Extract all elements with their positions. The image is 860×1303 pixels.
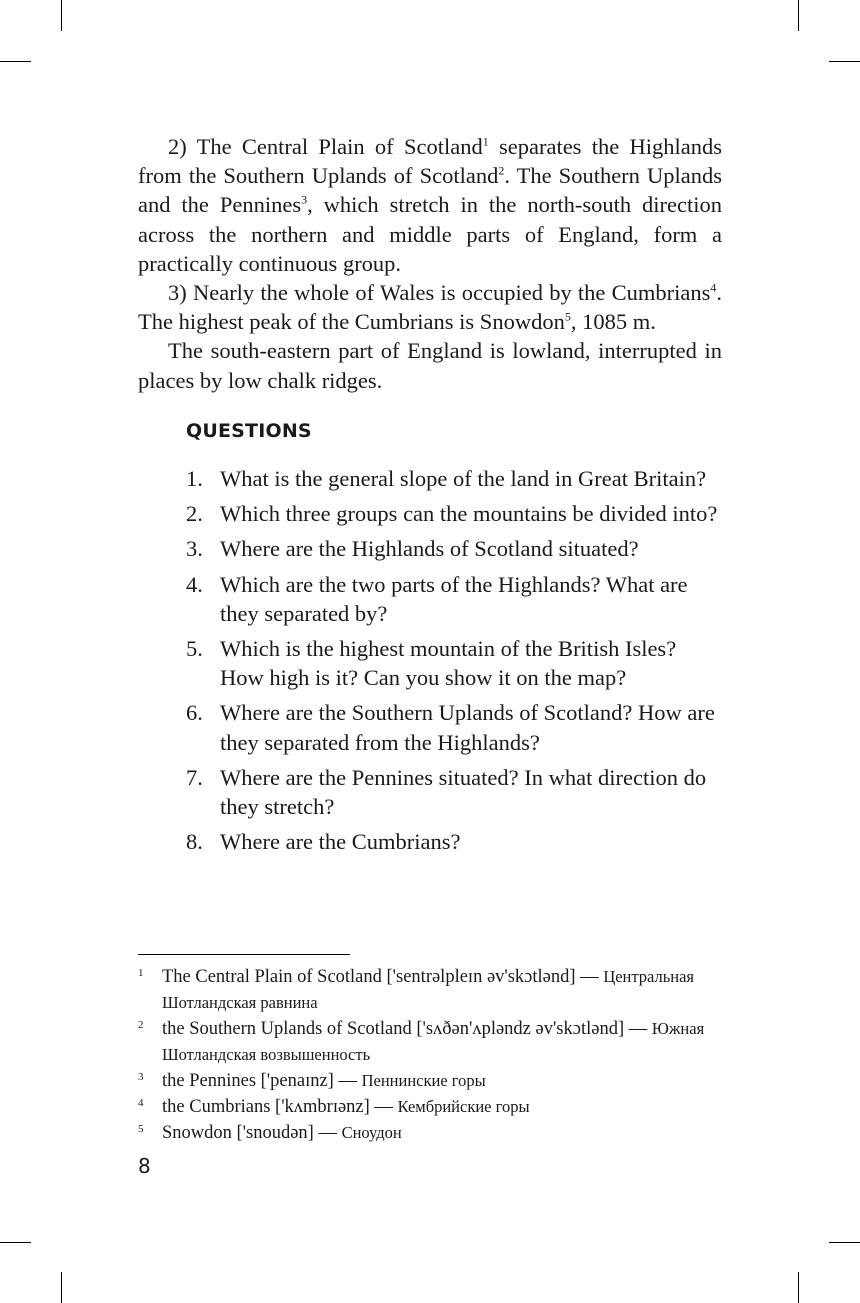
footnote-ref[interactable]: 5 (564, 309, 571, 324)
footnote: 1 The Central Plain of Scotland ['sentrəlpleɪn əv'skɔtlənd] — Центральная Шотландская равнина (138, 967, 695, 1012)
question-item: 4. Which are the two parts of the Highlands? What are they separated by? (186, 571, 688, 626)
footnotes (138, 964, 722, 1146)
crop-mark (829, 61, 860, 62)
footnote: 2 the Southern Uplands of Scotland ['sʌðən'ʌpləndz əv'skɔtlənd] — Южная Шотландская возвышенность (138, 1019, 705, 1064)
paragraph-south-east: The south-eastern part of England is lowland, interrupted in places by low chalk ridges. (138, 338, 722, 393)
crop-mark (798, 0, 799, 31)
body-text (138, 132, 722, 395)
question-item: 6. Where are the Southern Uplands of Scotland? How are they separated from the Highlands? (186, 700, 715, 755)
crop-mark (61, 1272, 62, 1303)
crop-mark (0, 61, 31, 62)
question-item: 8. Where are the Cumbrians? (186, 829, 461, 855)
footnote: 3 the Pennines ['penaɪnz] — Пеннинские горы (138, 1071, 486, 1091)
footnote-ref[interactable]: 1 (482, 134, 489, 149)
questions-list (186, 464, 722, 862)
footnote-separator (138, 954, 350, 955)
footnote: 4 the Cumbrians ['kʌmbrɪənz] — Кембрийские горы (138, 1097, 530, 1117)
paragraph-central-plain: 2) The Central Plain of Scotland$^1$ separates the Highlands from the Southern Uplands of Scotland$^2$. The Southern Uplands and the Pennines$^3$, which stretch in the north-south direction across the northern and middle parts of England, form a practically continuous group. (138, 134, 722, 276)
crop-mark (798, 1272, 799, 1303)
paragraph-wales: 3) Nearly the whole of Wales is occupied by the Cumbrians$^4$. The highest peak of the Cumbrians is Snowdon$^5$, 1085 m. (138, 280, 722, 335)
footnote: 5 Snowdon ['snoudən] — Сноудон (138, 1123, 402, 1143)
question-item: 2. Which three groups can the mountains be divided into? (186, 501, 718, 527)
footnote-ref[interactable]: 2 (498, 163, 505, 178)
page-number: 8 (138, 1154, 151, 1178)
question-item: 3. Where are the Highlands of Scotland situated? (186, 536, 639, 562)
questions-heading: QUESTIONS (186, 420, 312, 442)
crop-mark (61, 0, 62, 31)
crop-mark (0, 1242, 31, 1243)
question-item: 5. Which is the highest mountain of the British Isles? How high is it? Can you show it on the map? (186, 636, 677, 691)
question-item: 1. What is the general slope of the land in Great Britain? (186, 466, 707, 491)
question-item: 7. Where are the Pennines situated? In what direction do they stretch? (186, 764, 707, 820)
crop-mark (829, 1242, 860, 1243)
footnote-ref[interactable]: 3 (301, 192, 308, 207)
footnote-ref[interactable]: 4 (710, 280, 717, 295)
